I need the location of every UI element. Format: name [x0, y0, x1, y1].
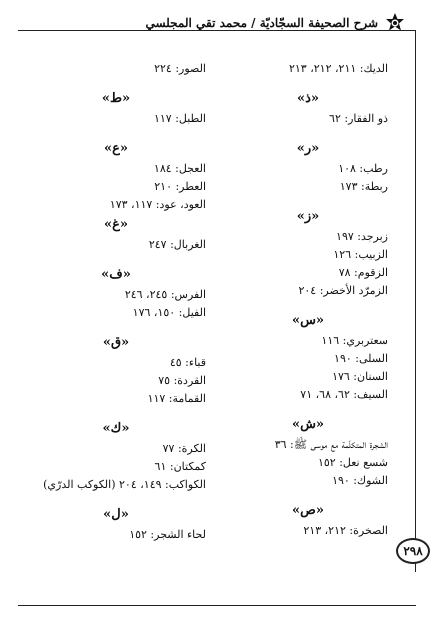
index-entry: الكواكب: ١٤٩، ٢٠٤ (الكوكب الدرّي) — [43, 478, 206, 491]
index-entry: ربطة: ١٧٣ — [339, 180, 388, 193]
spacer — [228, 404, 388, 414]
index-entry: قباء: ٤٥ — [169, 356, 206, 369]
index-entry: الزقوم: ٧٨ — [338, 266, 388, 279]
index-entry: العطر: ٢١٠ — [154, 180, 206, 193]
index-entry: لحاء الشجر: ١٥٢ — [129, 528, 206, 541]
index-entry: رطب: ١٠٨ — [338, 162, 388, 175]
letter-heading: «ش» — [291, 417, 325, 432]
letter-heading: «ص» — [292, 503, 324, 518]
index-entry: شسع نعل: ١٥٢ — [317, 456, 388, 469]
index-entry: الفرس: ٢٤٥، ٢٤٦ — [124, 288, 206, 301]
index-entry: كمكتان: ٦١ — [154, 460, 206, 473]
spacer — [26, 78, 206, 88]
letter-heading: «ز» — [296, 209, 320, 224]
letter-heading: «ك» — [102, 421, 130, 436]
spacer — [26, 254, 206, 264]
spacer — [228, 128, 388, 138]
spacer — [228, 490, 388, 500]
index-entry: الصخرة: ٢١٢، ٢١٣ — [303, 524, 388, 537]
index-entry: الزمرّد الأخضر: ٢٠٤ — [298, 284, 388, 297]
spacer — [228, 78, 388, 88]
index-entry: القردة: ٧٥ — [158, 374, 206, 387]
index-entry: السنان: ١٧٦ — [332, 370, 388, 383]
header-rule — [18, 30, 416, 31]
spacer — [26, 128, 206, 138]
letter-heading: «ذ» — [296, 91, 320, 106]
letter-heading: «ع» — [103, 141, 128, 156]
index-entry: الشوك: ١٩٠ — [332, 474, 388, 487]
letter-heading: «ف» — [101, 267, 131, 282]
letter-heading: «س» — [291, 313, 325, 328]
letter-heading: «ق» — [102, 335, 130, 350]
spacer — [26, 494, 206, 504]
index-column-right — [228, 60, 388, 540]
index-entry: الفيل: ١٥٠، ١٧٦ — [132, 306, 206, 319]
index-entry: الطبل: ١١٧ — [153, 112, 206, 125]
index-entry: ذو الفقار: ٦٢ — [329, 112, 388, 125]
spacer — [26, 322, 206, 332]
spacer — [228, 300, 388, 310]
index-entry: زبرجد: ١٩٧ — [336, 230, 388, 243]
letter-heading: «غ» — [103, 217, 128, 232]
spacer — [228, 196, 388, 206]
index-column-left — [26, 60, 206, 544]
footer-rule — [18, 605, 416, 606]
index-entry: السيف: ٦٢، ٦٨، ٧١ — [300, 388, 388, 401]
page-number: ٢٩٨ — [396, 538, 430, 564]
index-entry: سعتربري: ١١٦ — [321, 334, 388, 347]
letter-heading: «ط» — [101, 91, 131, 106]
index-entry: الكرة: ٧٧ — [162, 442, 206, 455]
index-entry: العود، عود: ١١٧، ١٧٣ — [109, 198, 206, 211]
index-entry: الغربال: ٢٤٧ — [148, 238, 206, 251]
index-entry: الشجرة المتكلّمة مع موسى ﷺ: ٣٦ — [274, 438, 388, 451]
index-entry: العجل: ١٨٤ — [153, 162, 206, 175]
running-header-title: شرح الصحيفة السجّاديّة / محمد تقي المجلسي — [141, 16, 382, 30]
letter-heading: «ر» — [296, 141, 320, 156]
index-entry: الديك: ٢١١، ٢١٢، ٢١٣ — [288, 62, 388, 75]
ornament-star-icon — [384, 12, 406, 34]
spacer — [26, 408, 206, 418]
letter-heading: «ل» — [103, 507, 129, 522]
side-rule — [415, 30, 416, 572]
index-entry: الزبيب: ١٢٦ — [333, 248, 388, 261]
index-entry: الصور: ٢٢٤ — [154, 62, 206, 75]
index-entry: القمامة: ١١٧ — [147, 392, 206, 405]
index-entry: السلى: ١٩٠ — [334, 352, 388, 365]
